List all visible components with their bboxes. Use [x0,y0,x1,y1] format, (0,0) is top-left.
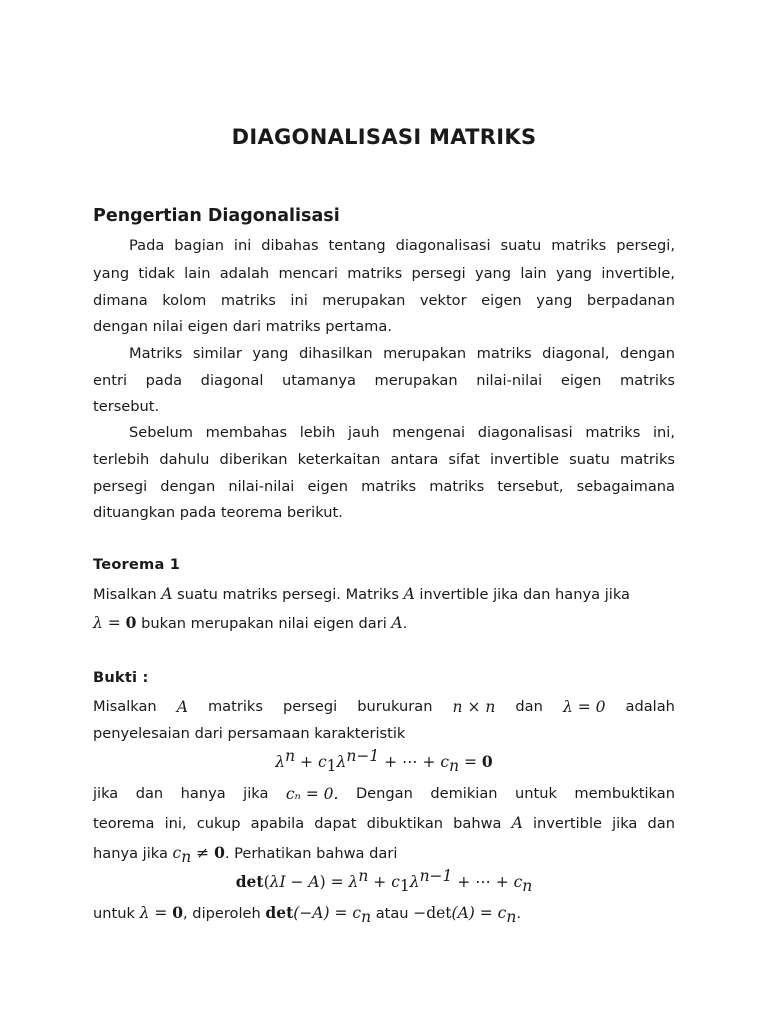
proof-line: jika dan hanya jika cₙ = 0. Dengan demikian untuk membuktikan [93,785,675,803]
paragraph-line: yang tidak lain adalah mencari matriks persegi yang lain yang invertible, [93,265,675,282]
proof-line: penyelesaian dari persamaan karakteristik [93,725,406,742]
proof-line: untuk λ = 0, diperoleh $\det(-A) = c_n$ atau $-\det(A) = c_n$. [93,903,521,926]
theorem-line: λ = 0 bukan merupakan nilai eigen dari A. [93,613,408,632]
paragraph-line: Sebelum membahas lebih jauh mengenai diagonalisasi matriks ini, [129,424,675,441]
characteristic-equation: $\lambda^n + c_1\lambda^{n-1}$ + ⋯ + $c_n = 0$ [275,746,493,776]
proof-line: Misalkan A matriks persegi burukuran n × n dan λ = 0 adalah [93,698,675,716]
paragraph-line: Pada bagian ini dibahas tentang diagonalisasi suatu matriks persegi, [129,237,675,254]
paragraph-line: persegi dengan nilai-nilai eigen matriks matriks tersebut, sebagaimana [93,478,675,495]
document-title: DIAGONALISASI MATRIKS [231,125,537,149]
determinant-equation: $\det(\lambda I - A) = \lambda^n + c_1\lambda^{n-1}$ + ⋯ + $c_n$ [235,866,533,896]
theorem-label: Teorema 1 [93,556,181,573]
paragraph-line: Matriks similar yang dihasilkan merupakan matriks diagonal, dengan [129,345,675,362]
paragraph-line: entri pada diagonal utamanya merupakan nilai-nilai eigen matriks [93,372,675,389]
paragraph-line: dimana kolom matriks ini merupakan vektor eigen yang berpadanan [93,292,675,309]
proof-line: hanya jika $c_n \ne 0$. Perhatikan bahwa dari [93,843,398,866]
proof-line: teorema ini, cukup apabila dapat dibuktikan bahwa A invertible jika dan [93,814,675,832]
theorem-line: Misalkan A suatu matriks persegi. Matriks A invertible jika dan hanya jika [93,585,630,603]
paragraph-line: terlebih dahulu diberikan keterkaitan antara sifat invertible suatu matriks [93,451,675,468]
paragraph-line: tersebut. [93,398,160,415]
paragraph-line: dituangkan pada teorema berikut. [93,504,343,521]
section-heading: Pengertian Diagonalisasi [93,206,340,226]
proof-label: Bukti : [93,669,149,686]
paragraph-line: dengan nilai eigen dari matriks pertama. [93,318,392,335]
